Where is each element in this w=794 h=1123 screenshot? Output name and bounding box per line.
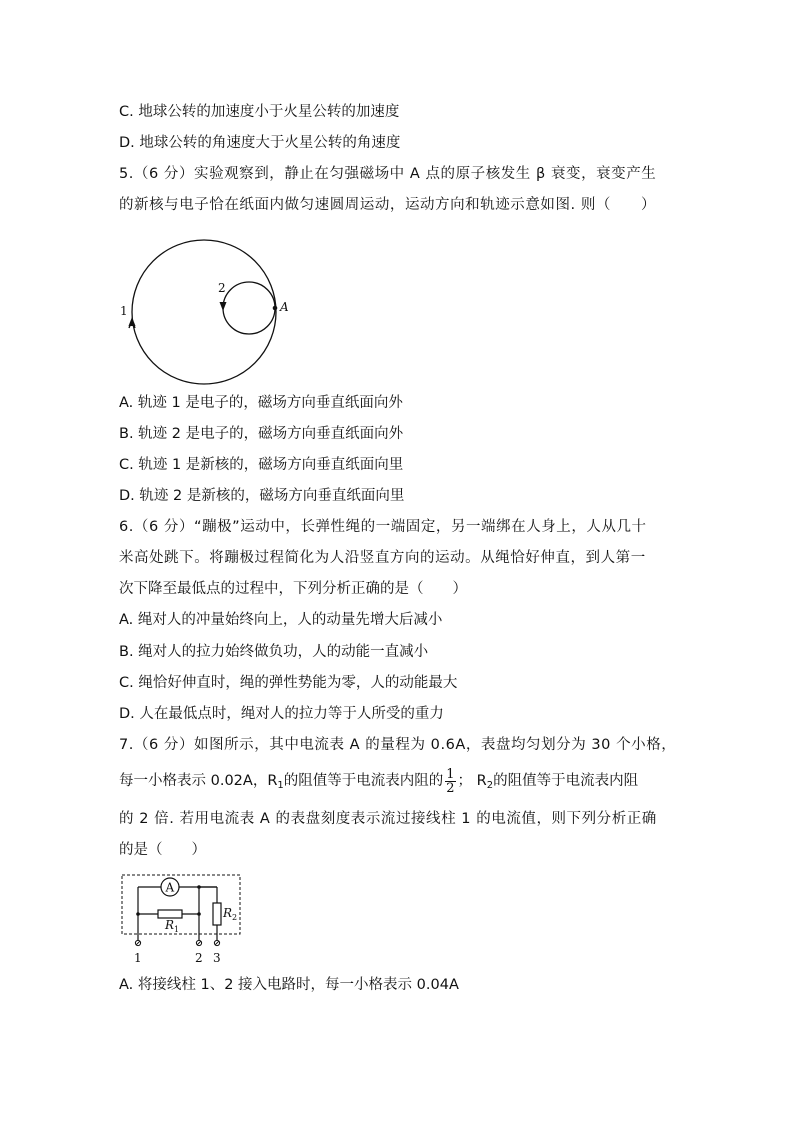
q6-stem-line-2: 米高处跳下。将蹦极过程简化为人沿竖直方向的运动。从绳恰好伸直，到人第一 [119,550,646,566]
one-half-fraction [445,768,455,795]
q5-option-b: B. 轨迹 2 是电子的，磁场方向垂直纸面向外 [119,426,404,442]
terminal-2-label: 2 [195,951,203,965]
q7-line2-text-1: 每一小格表示 0.02A，R [119,773,278,789]
trajectory-2-circle [223,282,275,334]
label-trajectory-1: 1 [120,304,128,318]
q7-line2-text-3: ； R [457,773,487,789]
q4-option-c: C. 地球公转的加速度小于火星公转的加速度 [119,104,400,120]
q7-line2-text-2: 的阻值等于电流表内阻的 [283,773,444,789]
q4-option-d: D. 地球公转的角速度大于火星公转的角速度 [119,135,401,151]
trajectory-2-arrow-icon [220,302,227,311]
q6-stem-line-3: 次下降至最低点的过程中，下列分析正确的是（ ） [119,581,467,597]
r2-subscript: 2 [486,780,494,791]
terminal-1-label: 1 [134,951,142,965]
resistor-r1-label: $R_1$ [165,918,180,934]
label-trajectory-2: 2 [218,281,226,295]
fraction-numerator: 1 [446,766,455,782]
q7-stem-line-4: 的是（ ） [119,842,206,858]
q7-circuit-figure [118,873,248,968]
trajectory-1-circle [132,240,276,384]
q7-stem-line-3: 的 2 倍. 若用电流表 A 的表盘刻度表示流过接线柱 1 的电流值，则下列分析正确 [119,811,657,827]
q6-option-c: C. 绳恰好伸直时，绳的弹性势能为零，人的动能最大 [119,675,458,691]
terminal-3-label: 3 [213,951,221,965]
resistor-r2-icon [213,903,221,925]
q7-line2-text-4: 的阻值等于电流表内阻 [493,773,639,789]
q7-option-a: A. 将接线柱 1、2 接入电路时，每一小格表示 0.04A [119,977,459,993]
q5-option-a: A. 轨迹 1 是电子的，磁场方向垂直纸面向外 [119,395,403,411]
q6-option-d: D. 人在最低点时，绳对人的拉力等于人所受的重力 [119,706,444,722]
q7-stem-line-2 [119,766,638,801]
q7-stem-line-1: 7.（6 分）如图所示，其中电流表 A 的量程为 0.6A，表盘均匀划分为 30 个小格， [119,737,677,753]
label-point-a: A [280,300,289,314]
q5-option-c: C. 轨迹 1 是新核的，磁场方向垂直纸面向里 [119,457,404,473]
q6-option-a: A. 绳对人的冲量始终向上，人的动量先增大后减小 [119,612,443,628]
q6-stem-line-1: 6.（6 分）“蹦极”运动中，长弹性绳的一端固定，另一端绑在人身上，人从几十 [119,519,647,535]
point-a-dot [273,306,278,311]
q5-trajectory-figure [110,228,290,388]
q5-stem-line-1: 5.（6 分）实验观察到，静止在匀强磁场中 A 点的原子核发生 β 衰变，衰变产生 [119,166,657,182]
fraction-denominator: 2 [446,780,455,796]
q5-stem-line-2: 的新核与电子恰在纸面内做匀速圆周运动，运动方向和轨迹示意如图. 则（ ） [119,197,657,213]
q6-option-b: B. 绳对人的拉力始终做负功，人的动能一直减小 [119,644,429,660]
r1-subscript: 1 [277,780,284,791]
circuit-enclosure [122,875,240,934]
ammeter-label: A [165,880,175,895]
resistor-r1-icon [158,910,182,918]
q5-option-d: D. 轨迹 2 是新核的，磁场方向垂直纸面向里 [119,488,405,504]
resistor-r2-label: $R_2$ [223,906,238,922]
